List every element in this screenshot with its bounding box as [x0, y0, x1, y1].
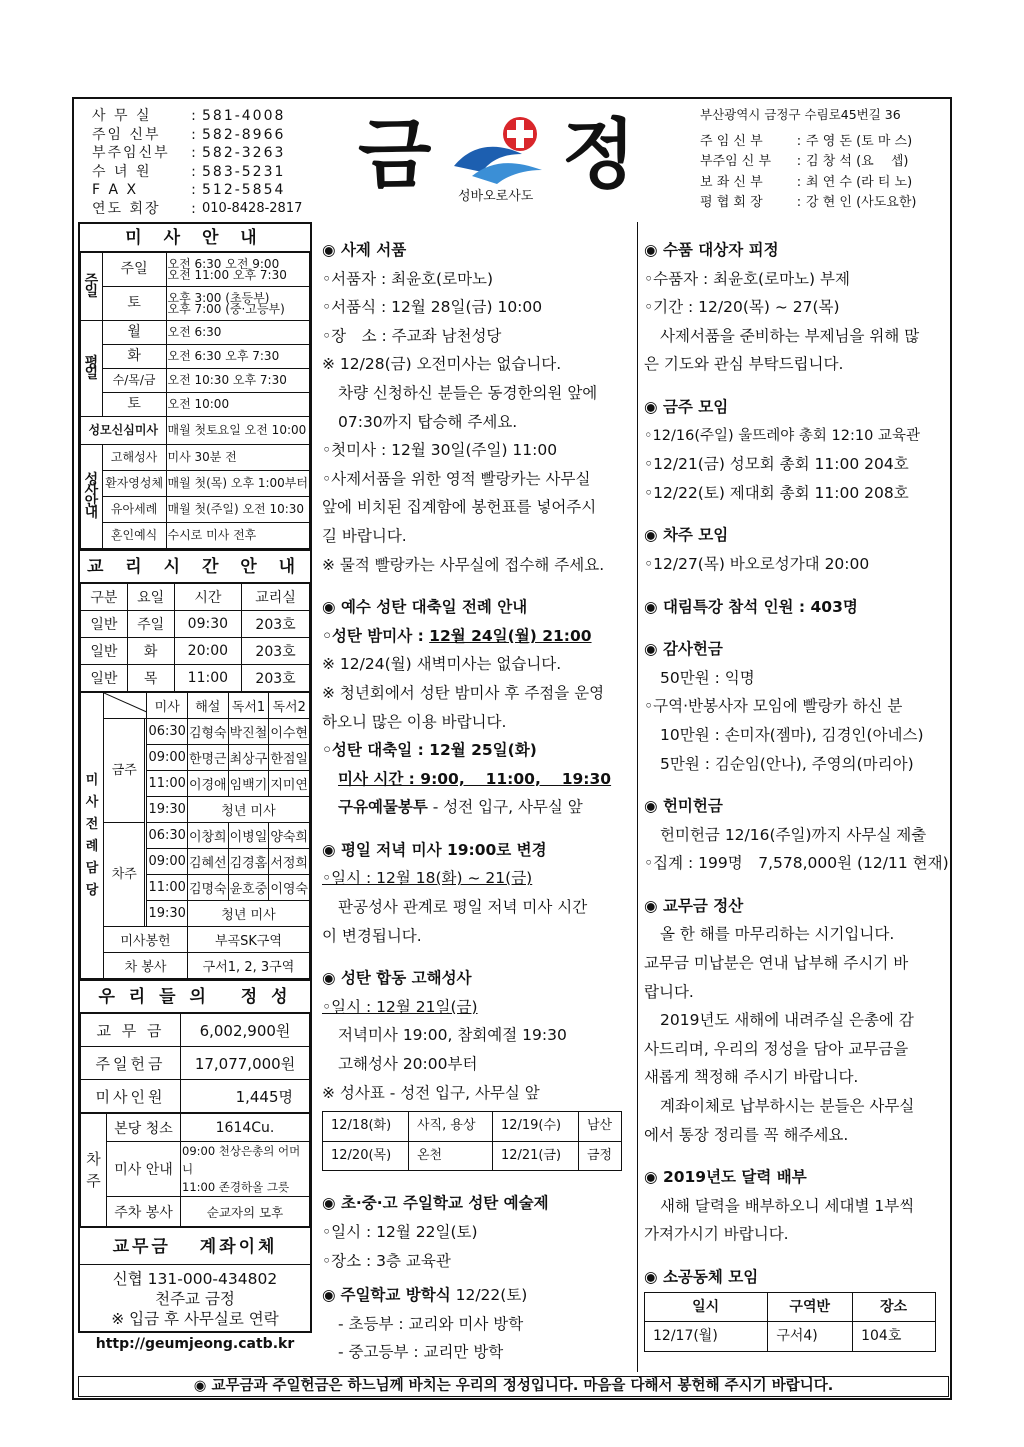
mass-day: 토 — [102, 287, 166, 321]
diagonal-cell — [104, 693, 147, 719]
contact-row — [92, 181, 317, 200]
cell: 김명숙 — [187, 875, 228, 901]
text-line: 새롭게 책정해 주시기 바랍니다. — [644, 1068, 859, 1087]
contact-label: 연도 회장 — [92, 200, 161, 217]
text-line: ◦기간 : 12/20(목) ~ 27(목) — [644, 298, 840, 317]
bullet-icon: ◉ — [322, 840, 336, 859]
table-row — [645, 1292, 936, 1322]
table-row — [81, 417, 310, 445]
colon: : — [796, 133, 802, 149]
section-title: ◉ 수품 대상자 피정 — [644, 241, 779, 259]
cell: 이창희 — [187, 823, 228, 849]
text-line: - 초등부 : 교리와 미사 방학 — [338, 1314, 524, 1333]
tea-label: 차 봉사 — [104, 953, 188, 979]
col-header: 시간 — [174, 584, 242, 611]
staff-list — [700, 105, 940, 214]
text-line: 은 기도와 관심 부탁드립니다. — [644, 355, 844, 374]
sacrament-name: 유아세례 — [102, 497, 166, 523]
cell: 온천 — [409, 1141, 493, 1171]
cell: 화 — [127, 638, 174, 665]
text-line: ◦사제서품을 위한 영적 빨랑카는 사무실 — [322, 469, 591, 488]
offering-value: 17,077,000원 — [181, 1047, 310, 1080]
column-divider — [637, 222, 638, 1372]
text-line: 랍니다. — [644, 982, 694, 1001]
title-left: 금 — [358, 110, 432, 199]
cell: 12/21(금) — [492, 1141, 578, 1171]
table-row — [81, 611, 310, 638]
table-row — [81, 927, 310, 953]
parish-logo-icon — [452, 114, 552, 186]
section-title: ◉ 감사헌금 — [644, 640, 723, 659]
cell: 이병일 — [228, 823, 269, 849]
contact-row — [92, 200, 317, 219]
table-row — [81, 369, 310, 393]
text-line: ※ 청년회에서 성탄 밤미사 후 주점을 운영 — [322, 683, 605, 702]
holy-label: 성모신심미사 — [81, 417, 167, 445]
text-line: - 중고등부 : 교리만 방학 — [338, 1343, 504, 1362]
staff-label: 부주임 신 부 — [700, 154, 772, 169]
col-header: 일시 — [645, 1292, 768, 1322]
section-title: ◉ 성탄 합동 고해성사 — [322, 969, 472, 988]
col-header: 구역반 — [768, 1292, 853, 1322]
text-line: ◦첫미사 : 12월 30일(주일) 11:00 — [322, 441, 558, 460]
colon: : — [191, 126, 198, 143]
mass-day: 화 — [102, 345, 166, 369]
section-title: ◉ 사제 서품 — [322, 241, 407, 259]
offering-label: 교 무 금 — [81, 1014, 181, 1047]
table-row — [81, 471, 310, 497]
week1-label: 금주 — [104, 719, 145, 823]
contact-label: 사 무 실 — [92, 108, 152, 124]
contact-value: 583-5231 — [202, 163, 286, 180]
cell: 12/20(목) — [323, 1141, 409, 1171]
table-row — [81, 823, 310, 849]
cell: 목 — [127, 665, 174, 692]
bullet-icon: ◉ — [644, 896, 658, 915]
text-line: ◦구역·반봉사자 모임에 빨랑카 하신 분 — [644, 697, 903, 716]
nextweek-table — [80, 1113, 310, 1227]
table-row — [81, 1142, 310, 1197]
left-column — [78, 222, 312, 1355]
account-info — [80, 1265, 310, 1331]
bullet-icon: ◉ — [644, 597, 658, 616]
table-row — [81, 1014, 310, 1047]
catechism-title: 교 리 시 간 안 내 — [80, 551, 310, 583]
text-line: 에서 통장 정리를 꼭 해주세요. — [644, 1125, 849, 1144]
account-title: 교무금 계좌이체 — [80, 1227, 310, 1265]
week2-label: 차주 — [104, 823, 145, 927]
cell: 203호 — [242, 638, 310, 665]
cell: 청년 미사 — [187, 901, 309, 927]
cell: 남산 — [578, 1112, 621, 1142]
text-line: ◦집계 : 199명 7,578,000원 (12/11 현재) — [644, 854, 949, 873]
section-title: ◉ 금주 모임 — [644, 397, 729, 416]
text-line: 고해성사 20:00부터 — [338, 1055, 478, 1074]
contact-row — [92, 163, 317, 182]
mass-title: 미 사 안 내 — [80, 224, 310, 252]
contact-row — [92, 107, 317, 126]
table-row — [81, 321, 310, 345]
staff-label: 보 좌 신 부 — [700, 174, 763, 190]
contact-list — [92, 107, 317, 218]
col-header: 요일 — [127, 584, 174, 611]
cell: 104호 — [853, 1322, 936, 1352]
text-line: 계좌이체로 납부하시는 분들은 사무실 — [660, 1097, 915, 1116]
table-row — [81, 953, 310, 979]
catechism-box — [78, 551, 312, 981]
offer-label: 미사봉헌 — [104, 927, 188, 953]
text-line: ◦서품식 : 12월 28일(금) 10:00 — [322, 298, 543, 317]
section-title: ◉ 대림특강 참석 인원 : 403명 — [644, 597, 858, 616]
contact-label: 부주임신부 — [92, 145, 170, 161]
text-line: 하오니 많은 이용 바랍니다. — [322, 712, 507, 731]
cell: 양숙희 — [269, 823, 310, 849]
cell: 최상구 — [228, 745, 269, 771]
colon: : — [191, 163, 198, 180]
cell: 11:00 — [174, 665, 242, 692]
text-line: 50만원 : 익명 — [660, 668, 755, 687]
offering-box — [78, 981, 312, 1333]
cell: 김혜선 — [187, 849, 228, 875]
table-row — [81, 523, 310, 549]
table-row — [81, 719, 310, 745]
contact-label: F A X — [92, 182, 139, 198]
cell: 구서4) — [768, 1322, 853, 1352]
staff-value: 주 영 돈 (토 마 스) — [806, 133, 913, 149]
title-right: 정 — [562, 110, 636, 199]
colon: : — [191, 182, 198, 198]
text-line: ※ 12/28(금) 오전미사는 없습니다. — [322, 355, 562, 374]
section-title: ◉ 2019년도 달력 배부 — [644, 1168, 807, 1187]
cell: 청년 미사 — [187, 797, 309, 823]
nextweek-value: 09:00 천상은총의 어머니 11:00 존경하올 그릇 — [181, 1142, 310, 1197]
table-row — [81, 584, 310, 611]
text-line: ◦12/27(목) 바오로성가대 20:00 — [644, 554, 870, 573]
cell: 주일 — [127, 611, 174, 638]
bullet-icon: ◉ — [322, 1286, 336, 1305]
text-line: 판공성사 관계로 평일 저녁 미사 시간 — [338, 898, 588, 917]
confession-table — [322, 1111, 622, 1171]
col-header: 구분 — [81, 584, 128, 611]
table-row — [81, 693, 310, 719]
group-table — [644, 1292, 936, 1352]
middle-column — [322, 236, 632, 1367]
table-row — [81, 665, 310, 692]
text-line: 사제서품을 준비하는 부제님을 위해 많 — [660, 326, 920, 345]
col-header: 교리실 — [242, 584, 310, 611]
text-line: 차량 신청하신 분들은 동경한의원 앞에 — [338, 383, 598, 402]
section-title: ◉ 초·중·고 주일학교 성탄 예술제 — [322, 1194, 549, 1213]
cell: 일반 — [81, 638, 128, 665]
table-row — [81, 1114, 310, 1142]
col-header: 장소 — [853, 1292, 936, 1322]
cell: 이영숙 — [269, 875, 310, 901]
bullet-icon: ◉ — [644, 1168, 658, 1187]
colon: : — [191, 145, 198, 161]
footer-banner: ◉ 교무금과 주일헌금은 하느님께 바치는 우리의 정성입니다. 마음을 다해서 봉헌해 주시기 바랍니다. — [78, 1376, 949, 1397]
duty-side-label: 미사전례담당 — [81, 693, 104, 979]
bullet-icon: ◉ — [322, 1194, 336, 1213]
website-link[interactable]: http://geumjeong.catb.kr — [95, 1336, 295, 1352]
cell: 06:30 — [147, 719, 187, 745]
cell: 일반 — [81, 665, 128, 692]
contact-value: 010-8428-2817 — [202, 200, 303, 216]
bullet-icon: ◉ — [644, 241, 658, 259]
account-holder: 천주교 금정 — [155, 1290, 235, 1308]
table-row — [323, 1112, 622, 1142]
text-line: ◦수품자 : 최윤호(로마노) 부제 — [644, 269, 850, 288]
text-line: 이 변경됩니다. — [322, 926, 422, 945]
text-line: ◦성탄 밤미사 : 12월 24일(월) 21:00 — [322, 626, 592, 645]
col-header: 미사 — [147, 693, 187, 719]
cell: 09:30 — [174, 611, 242, 638]
sacrament-name: 환자영성체 — [102, 471, 166, 497]
cell: 한명근 — [187, 745, 228, 771]
text-line: 2019년도 새해에 내려주실 은총에 감 — [660, 1011, 914, 1030]
text-line: 새해 달력을 배부하오니 세대별 1부씩 — [660, 1196, 915, 1215]
cell: 윤호중 — [228, 875, 269, 901]
holy-time: 매월 첫토요일 오전 10:00 — [166, 417, 310, 445]
bullet-icon: ◉ — [322, 241, 336, 259]
text-line: ◦12/21(금) 성모회 총회 11:00 204호 — [644, 455, 909, 474]
offering-value: 6,002,900원 — [181, 1014, 310, 1047]
staff-row — [700, 152, 940, 173]
table-row — [81, 253, 310, 287]
text-line: ◦장 소 : 주교좌 남천성당 — [322, 326, 502, 345]
table-row — [645, 1322, 936, 1352]
mass-time: 오전 6:30 — [166, 321, 310, 345]
text-line: ◦12/22(토) 제대회 총회 11:00 208호 — [644, 483, 909, 502]
offer-value: 부곡SK구역 — [187, 927, 309, 953]
text-line: ◦일시 : 12월 21일(금) — [322, 997, 478, 1016]
contact-value: 581-4008 — [202, 108, 286, 124]
mass-time: 오전 6:30 오후 7:30 — [166, 345, 310, 369]
bullet-icon: ◉ — [322, 598, 336, 617]
text-line: 앞에 비치된 집계함에 봉헌표를 넣어주시 — [322, 498, 597, 517]
offering-label: 미사인원 — [81, 1080, 181, 1113]
diagonal-line-icon — [104, 693, 146, 717]
sacrament-time: 매월 첫(주일) 오전 10:30 — [166, 497, 310, 523]
sunday-label: 주일 — [81, 253, 103, 321]
text-line: 07:30까지 탑승해 주세요. — [338, 412, 518, 431]
account-note: ※ 입금 후 사무실로 연락 — [111, 1310, 279, 1328]
contact-label: 수 녀 원 — [92, 163, 152, 180]
table-row — [81, 1197, 310, 1227]
text-line: 미사 시간 : 9:00, 11:00, 19:30 — [338, 769, 612, 788]
text-line: ※ 성사표 - 성전 입구, 사무실 앞 — [322, 1083, 540, 1102]
table-row — [81, 497, 310, 523]
section-title: ◉ 예수 성탄 대축일 전례 안내 — [322, 598, 528, 617]
col-header: 독서2 — [269, 693, 310, 719]
sacrament-time: 수시로 미사 전후 — [166, 523, 310, 549]
section-title: ◉ 평일 저녁 미사 19:00로 변경 — [322, 840, 547, 859]
cell: 11:00 — [147, 875, 187, 901]
offering-label: 주일헌금 — [81, 1047, 181, 1080]
text-line: 길 바랍니다. — [322, 526, 407, 545]
staff-row — [700, 173, 940, 194]
bullet-icon: ◉ — [644, 797, 658, 816]
duty-table — [80, 692, 310, 979]
table-row — [81, 393, 310, 417]
section-title: ◉ 소공동체 모임 — [644, 1268, 759, 1286]
nextweek-item: 미사 안내 — [107, 1142, 181, 1197]
sacrament-name: 혼인예식 — [102, 523, 166, 549]
bullet-icon: ◉ — [322, 969, 336, 988]
cell: 203호 — [242, 665, 310, 692]
text-line: 사드리며, 우리의 정성을 담아 교무금을 — [644, 1039, 909, 1058]
text-line: 교무금 미납분은 연내 납부해 주시기 바 — [644, 954, 909, 973]
mass-day: 월 — [102, 321, 166, 345]
mass-day: 토 — [102, 393, 166, 417]
mass-day: 주일 — [102, 253, 166, 287]
contact-row — [92, 126, 317, 145]
table-row — [81, 345, 310, 369]
cell: 임백기 — [228, 771, 269, 797]
nextweek-label: 차주 — [81, 1114, 107, 1227]
col-header: 독서1 — [228, 693, 269, 719]
text-line: ◦일시 : 12월 18(화) ~ 21(금) — [322, 869, 533, 888]
text-line: 올 한 해를 마무리하는 시기입니다. — [660, 925, 895, 944]
cell: 11:00 — [147, 771, 187, 797]
section-title: ◉ 차주 모임 — [644, 526, 729, 545]
colon: : — [796, 174, 802, 190]
staff-row — [700, 132, 940, 153]
cell: 사직, 용상 — [409, 1112, 493, 1142]
offering-title: 우 리 들 의 정 성 — [80, 981, 310, 1013]
mass-day: 수/목/금 — [102, 369, 166, 393]
offering-value: 1,445명 — [181, 1080, 310, 1113]
contact-value: 512-5854 — [202, 182, 286, 198]
section-title: ◉ 헌미헌금 — [644, 797, 723, 816]
cell: 203호 — [242, 611, 310, 638]
bullet-icon: ◉ — [644, 526, 658, 545]
mass-time: 오전 6:30 오전 9:00 오전 11:00 오후 7:30 — [166, 253, 310, 287]
colon: : — [191, 200, 198, 217]
cell: 한점일 — [269, 745, 310, 771]
section-title: ◉ 주일학교 방학식 12/22(토) — [322, 1286, 528, 1305]
mass-box — [78, 222, 312, 551]
offering-table — [80, 1013, 310, 1113]
nextweek-item: 주차 봉사 — [107, 1197, 181, 1227]
cell: 19:30 — [147, 901, 187, 927]
table-row — [323, 1141, 622, 1171]
text-line: 헌미헌금 12/16(주일)까지 사무실 제출 — [660, 825, 927, 844]
nextweek-value: 순교자의 모후 — [181, 1197, 310, 1227]
text-line: ◦장소 : 3층 교육관 — [322, 1251, 451, 1270]
staff-value: 강 현 인 (사도요한) — [806, 195, 917, 210]
text-line: ◦서품자 : 최윤호(로마노) — [322, 269, 494, 288]
cell: 김경홈 — [228, 849, 269, 875]
text-line: 5만원 : 김순임(안나), 주영의(마리아) — [660, 754, 914, 773]
colon: : — [191, 108, 198, 124]
cell: 09:00 — [147, 849, 187, 875]
cell: 일반 — [81, 611, 128, 638]
cell: 박진철 — [228, 719, 269, 745]
account-number: 신협 131-000-434802 — [112, 1270, 278, 1288]
staff-row — [700, 193, 940, 214]
staff-value: 최 연 수 (라 티 노) — [806, 174, 913, 190]
text-line: ◦일시 : 12월 22일(토) — [322, 1223, 478, 1241]
contact-value: 582-8966 — [202, 126, 286, 143]
weekday-label: 평일 — [81, 321, 103, 417]
cell: 06:30 — [147, 823, 187, 849]
staff-label: 평 협 회 장 — [700, 195, 763, 210]
cell: 20:00 — [174, 638, 242, 665]
text-line: 가져가시기 바랍니다. — [644, 1225, 789, 1244]
sacrament-time: 매월 첫(목) 오후 1:00부터 — [166, 471, 310, 497]
staff-value: 김 창 석 (요 셉) — [806, 154, 909, 169]
contact-label: 주임 신부 — [92, 126, 161, 143]
tea-value: 구서1, 2, 3구역 — [187, 953, 309, 979]
col-header: 해설 — [187, 693, 228, 719]
contact-row — [92, 144, 317, 163]
table-row — [81, 445, 310, 471]
cell: 12/17(월) — [645, 1322, 768, 1352]
text-line: ※ 12/24(월) 새벽미사는 없습니다. — [322, 655, 562, 674]
bullet-icon: ◉ — [644, 640, 658, 659]
bullet-icon: ◉ — [644, 1268, 658, 1286]
cell: 12/19(수) — [492, 1112, 578, 1142]
nextweek-item: 본당 청소 — [107, 1114, 181, 1142]
staff-label: 주 임 신 부 — [700, 133, 763, 149]
colon: : — [796, 195, 802, 210]
mass-time: 오후 3:00 (초등부) 오후 7:00 (중·고등부) — [166, 287, 310, 321]
cell: 금정 — [578, 1141, 621, 1171]
cell: 지미연 — [269, 771, 310, 797]
text-line: ※ 물적 빨랑카는 사무실에 접수해 주세요. — [322, 555, 605, 574]
text-line: ◦12/16(주일) 울뜨레야 총회 12:10 교육관 — [644, 427, 920, 444]
cell: 서정희 — [269, 849, 310, 875]
text-line: ◦성탄 대축일 : 12월 25일(화) — [322, 741, 537, 760]
text-line: 10만원 : 손미자(젬마), 김경인(아네스) — [660, 725, 924, 744]
cell: 김형숙 — [187, 719, 228, 745]
cell: 12/18(화) — [323, 1112, 409, 1142]
mass-table — [80, 252, 310, 549]
mass-time: 오전 10:00 — [166, 393, 310, 417]
mass-time: 오전 10:30 오후 7:30 — [166, 369, 310, 393]
table-row — [81, 638, 310, 665]
right-column — [644, 236, 949, 1352]
bullet-icon: ◉ — [644, 397, 658, 416]
section-title: ◉ 교무금 정산 — [644, 896, 744, 915]
table-row — [81, 287, 310, 321]
colon: : — [796, 154, 802, 169]
cell: 09:00 — [147, 745, 187, 771]
cell: 19:30 — [147, 797, 187, 823]
sacrament-name: 고해성사 — [102, 445, 166, 471]
table-row — [81, 1047, 310, 1080]
text-line: 구유예물봉투 - 성전 입구, 사무실 앞 — [338, 798, 583, 817]
catechism-table — [80, 583, 310, 692]
cell: 이수현 — [269, 719, 310, 745]
text-line: 저녁미사 19:00, 참회예절 19:30 — [338, 1026, 567, 1045]
nextweek-value: 1614Cu. — [181, 1114, 310, 1142]
contact-value: 582-3263 — [202, 145, 286, 161]
cell: 이경애 — [187, 771, 228, 797]
table-row — [81, 1080, 310, 1113]
subtitle: 성바오로사도 — [458, 189, 534, 204]
address: 부산광역시 금정구 수림로45번길 36 — [700, 107, 901, 122]
sacrament-time: 미사 30분 전 — [166, 445, 310, 471]
sacrament-label: 성사안내 — [81, 445, 103, 549]
